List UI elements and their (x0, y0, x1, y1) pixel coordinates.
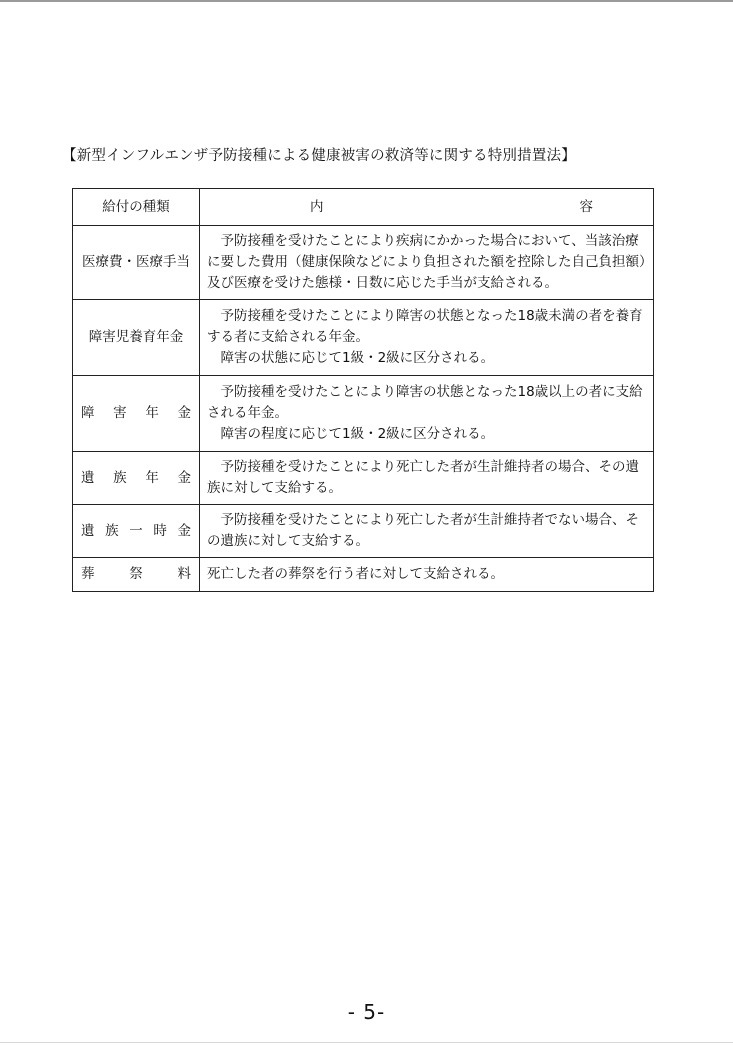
table-row (73, 376, 654, 452)
benefit-type-cell: 障害年金 (73, 376, 200, 452)
header-content-right: 容 (579, 198, 593, 215)
content-paragraph: 障害の状態に応じて1級・2級に区分される。 (220, 350, 495, 366)
benefit-content-cell (200, 226, 654, 300)
page-number: - 5- (347, 1000, 386, 1024)
header-content-left: 内 (310, 198, 324, 215)
content-paragraph: 死亡した者の葬祭を行う者に対して支給される。 (207, 566, 504, 582)
table-row (73, 300, 654, 376)
table-row (73, 452, 654, 505)
content-paragraph: 予防接種を受けたことにより疾病にかかった場合において、当該治療に要した費用（健康保険などにより負担された額を控除した自己負担額）及び医療を受けた態様・日数に応じた手当が支給される。 (207, 233, 646, 291)
benefit-content-cell (200, 376, 654, 452)
content-paragraph: 予防接種を受けたことにより死亡した者が生計維持者の場合、その遺族に対して支給する。 (207, 459, 639, 496)
table-row (73, 226, 654, 300)
benefit-content-cell (200, 300, 654, 376)
document-title: 【新型インフルエンザ予防接種による健康被害の救済等に関する特別措置法】 (62, 148, 576, 164)
content-paragraph: 予防接種を受けたことにより死亡した者が生計維持者でない場合、その遺族に対して支給する。 (207, 512, 639, 549)
benefit-content-cell (200, 505, 654, 558)
content-paragraph: 障害の程度に応じて1級・2級に区分される。 (220, 426, 495, 442)
table-header-row (73, 189, 654, 226)
top-border-line (0, 0, 733, 2)
benefit-type-cell: 葬祭料 (73, 558, 200, 592)
content-paragraph: 予防接種を受けたことにより障害の状態となった18歳未満の者を養育する者に支給される年金。 (207, 308, 643, 345)
benefit-type-cell: 遺族一時金 (73, 505, 200, 558)
benefit-content-cell (200, 452, 654, 505)
table-row (73, 505, 654, 558)
bottom-border-line (0, 1042, 733, 1043)
benefit-content-cell (200, 558, 654, 592)
content-paragraph: 予防接種を受けたことにより障害の状態となった18歳以上の者に支給される年金。 (207, 384, 643, 421)
table-row (73, 558, 654, 592)
benefits-table (72, 188, 654, 592)
benefit-type-cell: 遺族年金 (73, 452, 200, 505)
benefit-type-cell: 医療費・医療手当 (73, 226, 200, 300)
benefit-type-cell: 障害児養育年金 (73, 300, 200, 376)
header-benefit-type: 給付の種類 (73, 189, 200, 226)
header-content (200, 189, 654, 226)
